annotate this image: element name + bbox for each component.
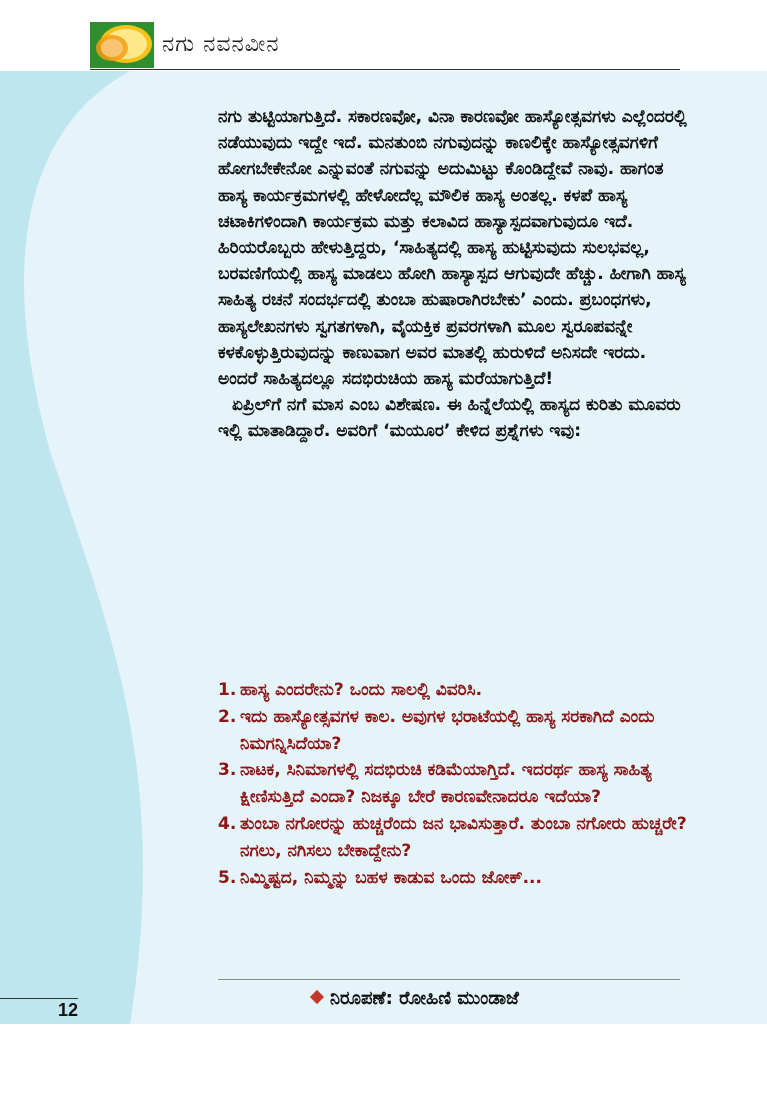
section-title: ನಗು ನವನವೀನ bbox=[162, 32, 280, 57]
lemon-slice-logo bbox=[90, 22, 154, 68]
question-item bbox=[218, 811, 688, 865]
question-text: ಹಾಸ್ಯ ಎಂದರೇನು? ಒಂದು ಸಾಲಲ್ಲಿ ವಿವರಿಸಿ. bbox=[240, 680, 483, 700]
question-number: 1. bbox=[218, 680, 237, 700]
article-paragraph: ನಗು ತುಟ್ಟಿಯಾಗುತ್ತಿದೆ. ಸಕಾರಣವೋ, ವಿನಾ ಕಾರಣವೋ ಹಾಸ್ಯೋತ್ಸವಗಳು ಎಲ್ಲೆಂದರಲ್ಲಿ ನಡೆಯುವುದು ಇದ್ದೇ ಇದೆ. ಮನತುಂಬಿ ನಗುವುದನ್ನು ಕಾಣಲಿಕ್ಕೇ ಹಾಸ್ಯೋತ್ಸವಗಳಿಗೆ ಹೋಗಬೇಕೇನೋ ಎನ್ನುವಂತೆ ನಗುವನ್ನು ಅದುಮಿಟ್ಟು ಕೊಂಡಿದ್ದೇವೆ ನಾವು. ಹಾಗಂತ ಹಾಸ್ಯ ಕಾರ್ಯಕ್ರಮಗಳಲ್ಲಿ ಹೇಳೋದೆಲ್ಲ ಮೌಲಿಕ ಹಾಸ್ಯ ಅಂತಲ್ಲ. ಕಳಪೆ ಹಾಸ್ಯ ಚಟಾಕಿಗಳಿಂದಾಗಿ ಕಾರ್ಯಕ್ರಮ ಮತ್ತು ಕಲಾವಿದ ಹಾಸ್ಯಾಸ್ಪದವಾಗುವುದೂ ಇದೆ. ಹಿರಿಯರೊಬ್ಬರು ಹೇಳುತ್ತಿದ್ದರು, ‘ಸಾಹಿತ್ಯದಲ್ಲಿ ಹಾಸ್ಯ ಹುಟ್ಟಿಸುವುದು ಸುಲಭವಲ್ಲ, ಬರವಣಿಗೆಯಲ್ಲಿ ಹಾಸ್ಯ ಮಾಡಲು ಹೋಗಿ ಹಾಸ್ಯಾಸ್ಪದ ಆಗುವುದೇ ಹೆಚ್ಚು. ಹೀಗಾಗಿ ಹಾಸ್ಯ ಸಾಹಿತ್ಯ ರಚನೆ ಸಂದರ್ಭದಲ್ಲಿ ತುಂಬಾ ಹುಷಾರಾಗಿರಬೇಕು’ ಎಂದು. ಪ್ರಬಂಧಗಳು, ಹಾಸ್ಯಲೇಖನಗಳು ಸ್ವಗತಗಳಾಗಿ, ವೈಯಕ್ತಿಕ ಪ್ರವರಗಳಾಗಿ ಮೂಲ ಸ್ವರೂಪವನ್ನೇ ಕಳಕೊಳ್ಳುತ್ತಿರುವುದನ್ನು ಕಾಣುವಾಗ ಅವರ ಮಾತಲ್ಲಿ ಹುರುಳಿದೆ ಅನಿಸದೇ ಇರದು. ಅಂದರೆ ಸಾಹಿತ್ಯದಲ್ಲೂ ಸದಭಿರುಚಿಯ ಹಾಸ್ಯ ಮರೆಯಾಗುತ್ತಿದೆ! bbox=[218, 107, 687, 390]
diamond-bullet-icon bbox=[310, 990, 324, 1004]
question-text: ಇದು ಹಾಸ್ಯೋತ್ಸವಗಳ ಕಾಲ. ಅವುಗಳ ಭರಾಟೆಯಲ್ಲಿ ಹಾಸ್ಯ ಸರಕಾಗಿದೆ ಎಂದು ನಿಮಗನ್ನಿಸಿದೆಯಾ? bbox=[240, 706, 655, 754]
question-item bbox=[218, 865, 688, 892]
article-body bbox=[218, 104, 688, 445]
question-text: ನಾಟಕ, ಸಿನಿಮಾಗಳಲ್ಲಿ ಸದಭಿರುಚಿ ಕಡಿಮೆಯಾಗ್ತಿದೆ. ಇದರರ್ಥ ಹಾಸ್ಯ ಸಾಹಿತ್ಯ ಕ್ಷೀಣಿಸುತ್ತಿದೆ ಎಂದಾ? ನಿಜಕ್ಕೂ ಬೇರೆ ಕಾರಣವೇನಾದರೂ ಇದೆಯಾ? bbox=[240, 760, 652, 808]
question-item bbox=[218, 757, 688, 811]
question-item bbox=[218, 704, 688, 758]
byline-divider bbox=[218, 979, 680, 980]
question-number: 4. bbox=[218, 813, 237, 834]
question-number: 5. bbox=[218, 867, 237, 888]
article-paragraph: ಏಪ್ರಿಲ್‌ಗೆ ನಗೆ ಮಾಸ ಎಂಬ ವಿಶೇಷಣ. ಈ ಹಿನ್ನೆಲೆಯಲ್ಲಿ ಹಾಸ್ಯದ ಕುರಿತು ಮೂವರು ಇಲ್ಲಿ ಮಾತಾಡಿದ್ದಾರೆ. ಅವರಿಗೆ ‘ಮಯೂರ’ ಕೇಳಿದ ಪ್ರಶ್ನೆಗಳು ಇವು: bbox=[218, 395, 681, 442]
question-text: ತುಂಬಾ ನಗೋರನ್ನು ಹುಚ್ಚರೆಂದು ಜನ ಭಾವಿಸುತ್ತಾರೆ. ತುಂಬಾ ನಗೋರು ಹುಚ್ಚರೇ? ನಗಲು, ನಗಿಸಲು ಬೇಕಾದ್ದೇನು? bbox=[240, 813, 687, 861]
page-number-divider bbox=[0, 998, 78, 999]
question-text: ನಿಮ್ಮಿಷ್ಟದ, ನಿಮ್ಮನ್ನು ಬಹಳ ಕಾಡುವ ಒಂದು ಜೋಕ್... bbox=[240, 867, 542, 888]
byline bbox=[312, 988, 519, 1009]
header-divider bbox=[90, 69, 680, 70]
question-number: 2. bbox=[218, 706, 237, 727]
question-list bbox=[218, 677, 688, 891]
byline-text: ನಿರೂಪಣೆ: ರೋಹಿಣಿ ಮುಂಡಾಜೆ bbox=[330, 988, 519, 1009]
question-number: 3. bbox=[218, 760, 237, 781]
question-item bbox=[218, 677, 688, 704]
page-number: 12 bbox=[58, 1000, 79, 1020]
